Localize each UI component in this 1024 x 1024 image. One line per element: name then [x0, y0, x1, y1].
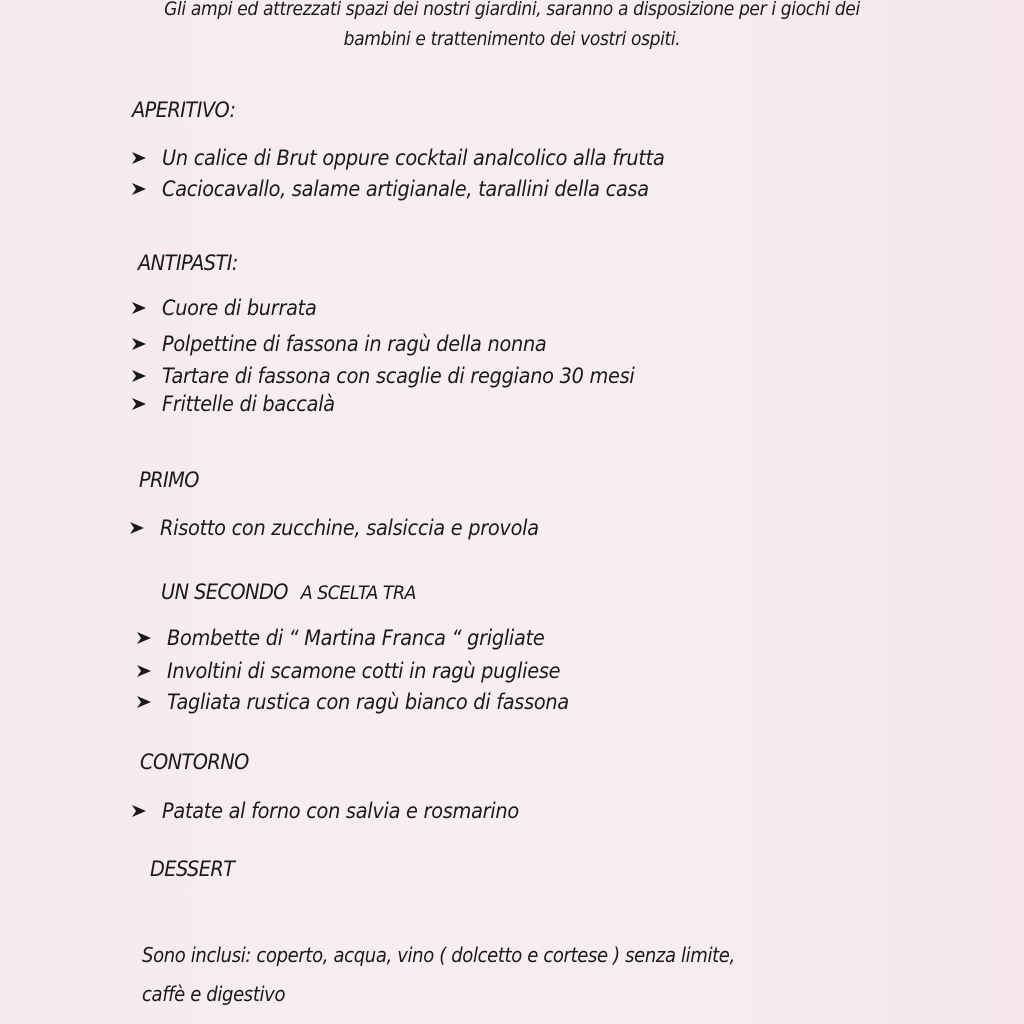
section-title-contorno: CONTORNO [140, 750, 249, 774]
menu-item [132, 296, 330, 320]
menu-item-label: Tartare di fassona con scaglie di reggiano 30 mesi [162, 364, 635, 388]
menu-item-label: Patate al forno con salvia e rosmarino [162, 799, 519, 823]
menu-item-label: Involtini di scamone cotti in ragù pugliese [167, 659, 561, 683]
menu-item [137, 659, 594, 683]
intro-line-2: bambini e trattenimento dei vostri ospiti. [343, 28, 681, 50]
arrowhead-bullet-icon [132, 370, 146, 382]
arrowhead-bullet-icon [132, 805, 146, 817]
menu-item-label: Tagliata rustica con ragù bianco di fassona [167, 690, 569, 714]
section-title-secondo [161, 580, 416, 604]
intro-line-1: Gli ampi ed attrezzati spazi dei nostri giardini, saranno a disposizione per i giochi dei [164, 0, 860, 20]
menu-item-label: Cuore di burrata [162, 296, 317, 320]
inclusions-note-line-2: caffè e digestivo [142, 982, 286, 1006]
section-title-secondo-sub: A SCELTA TRA [300, 582, 416, 604]
arrowhead-bullet-icon [130, 522, 144, 534]
arrowhead-bullet-icon [137, 632, 151, 644]
menu-item-label: Frittelle di baccalà [162, 392, 335, 416]
arrowhead-bullet-icon [132, 152, 146, 164]
arrowhead-bullet-icon [137, 665, 151, 677]
menu-item-label: Un calice di Brut oppure cocktail analcolico alla frutta [162, 146, 665, 170]
section-title-primo: PRIMO [139, 468, 199, 492]
arrowhead-bullet-icon [132, 183, 146, 195]
arrowhead-bullet-icon [132, 302, 146, 314]
menu-item-label: Caciocavallo, salame artigianale, tarallini della casa [162, 177, 649, 201]
menu-item [137, 690, 604, 714]
menu-item [132, 364, 676, 388]
menu-item-label: Risotto con zucchine, salsiccia e provola [160, 516, 539, 540]
menu-item [132, 332, 580, 356]
menu-item-label: Polpettine di fassona in ragù della nonna [162, 332, 547, 356]
arrowhead-bullet-icon [132, 398, 146, 410]
menu-item [132, 392, 350, 416]
menu-item [132, 146, 708, 170]
menu-item-label: Bombette di “ Martina Franca “ grigliate [167, 626, 545, 650]
arrowhead-bullet-icon [137, 696, 151, 708]
menu-item [130, 516, 572, 540]
arrowhead-bullet-icon [132, 338, 146, 350]
inclusions-note-line-1: Sono inclusi: coperto, acqua, vino ( dolcetto e cortese ) senza limite, [142, 943, 735, 967]
section-title-antipasti: ANTIPASTI: [138, 251, 238, 275]
menu-item [132, 177, 691, 201]
section-title-aperitivo: APERITIVO: [132, 98, 236, 122]
section-title-secondo-main: UN SECONDO [161, 580, 288, 604]
menu-item [137, 626, 577, 650]
menu-item [132, 799, 550, 823]
section-title-dessert: DESSERT [150, 857, 235, 881]
